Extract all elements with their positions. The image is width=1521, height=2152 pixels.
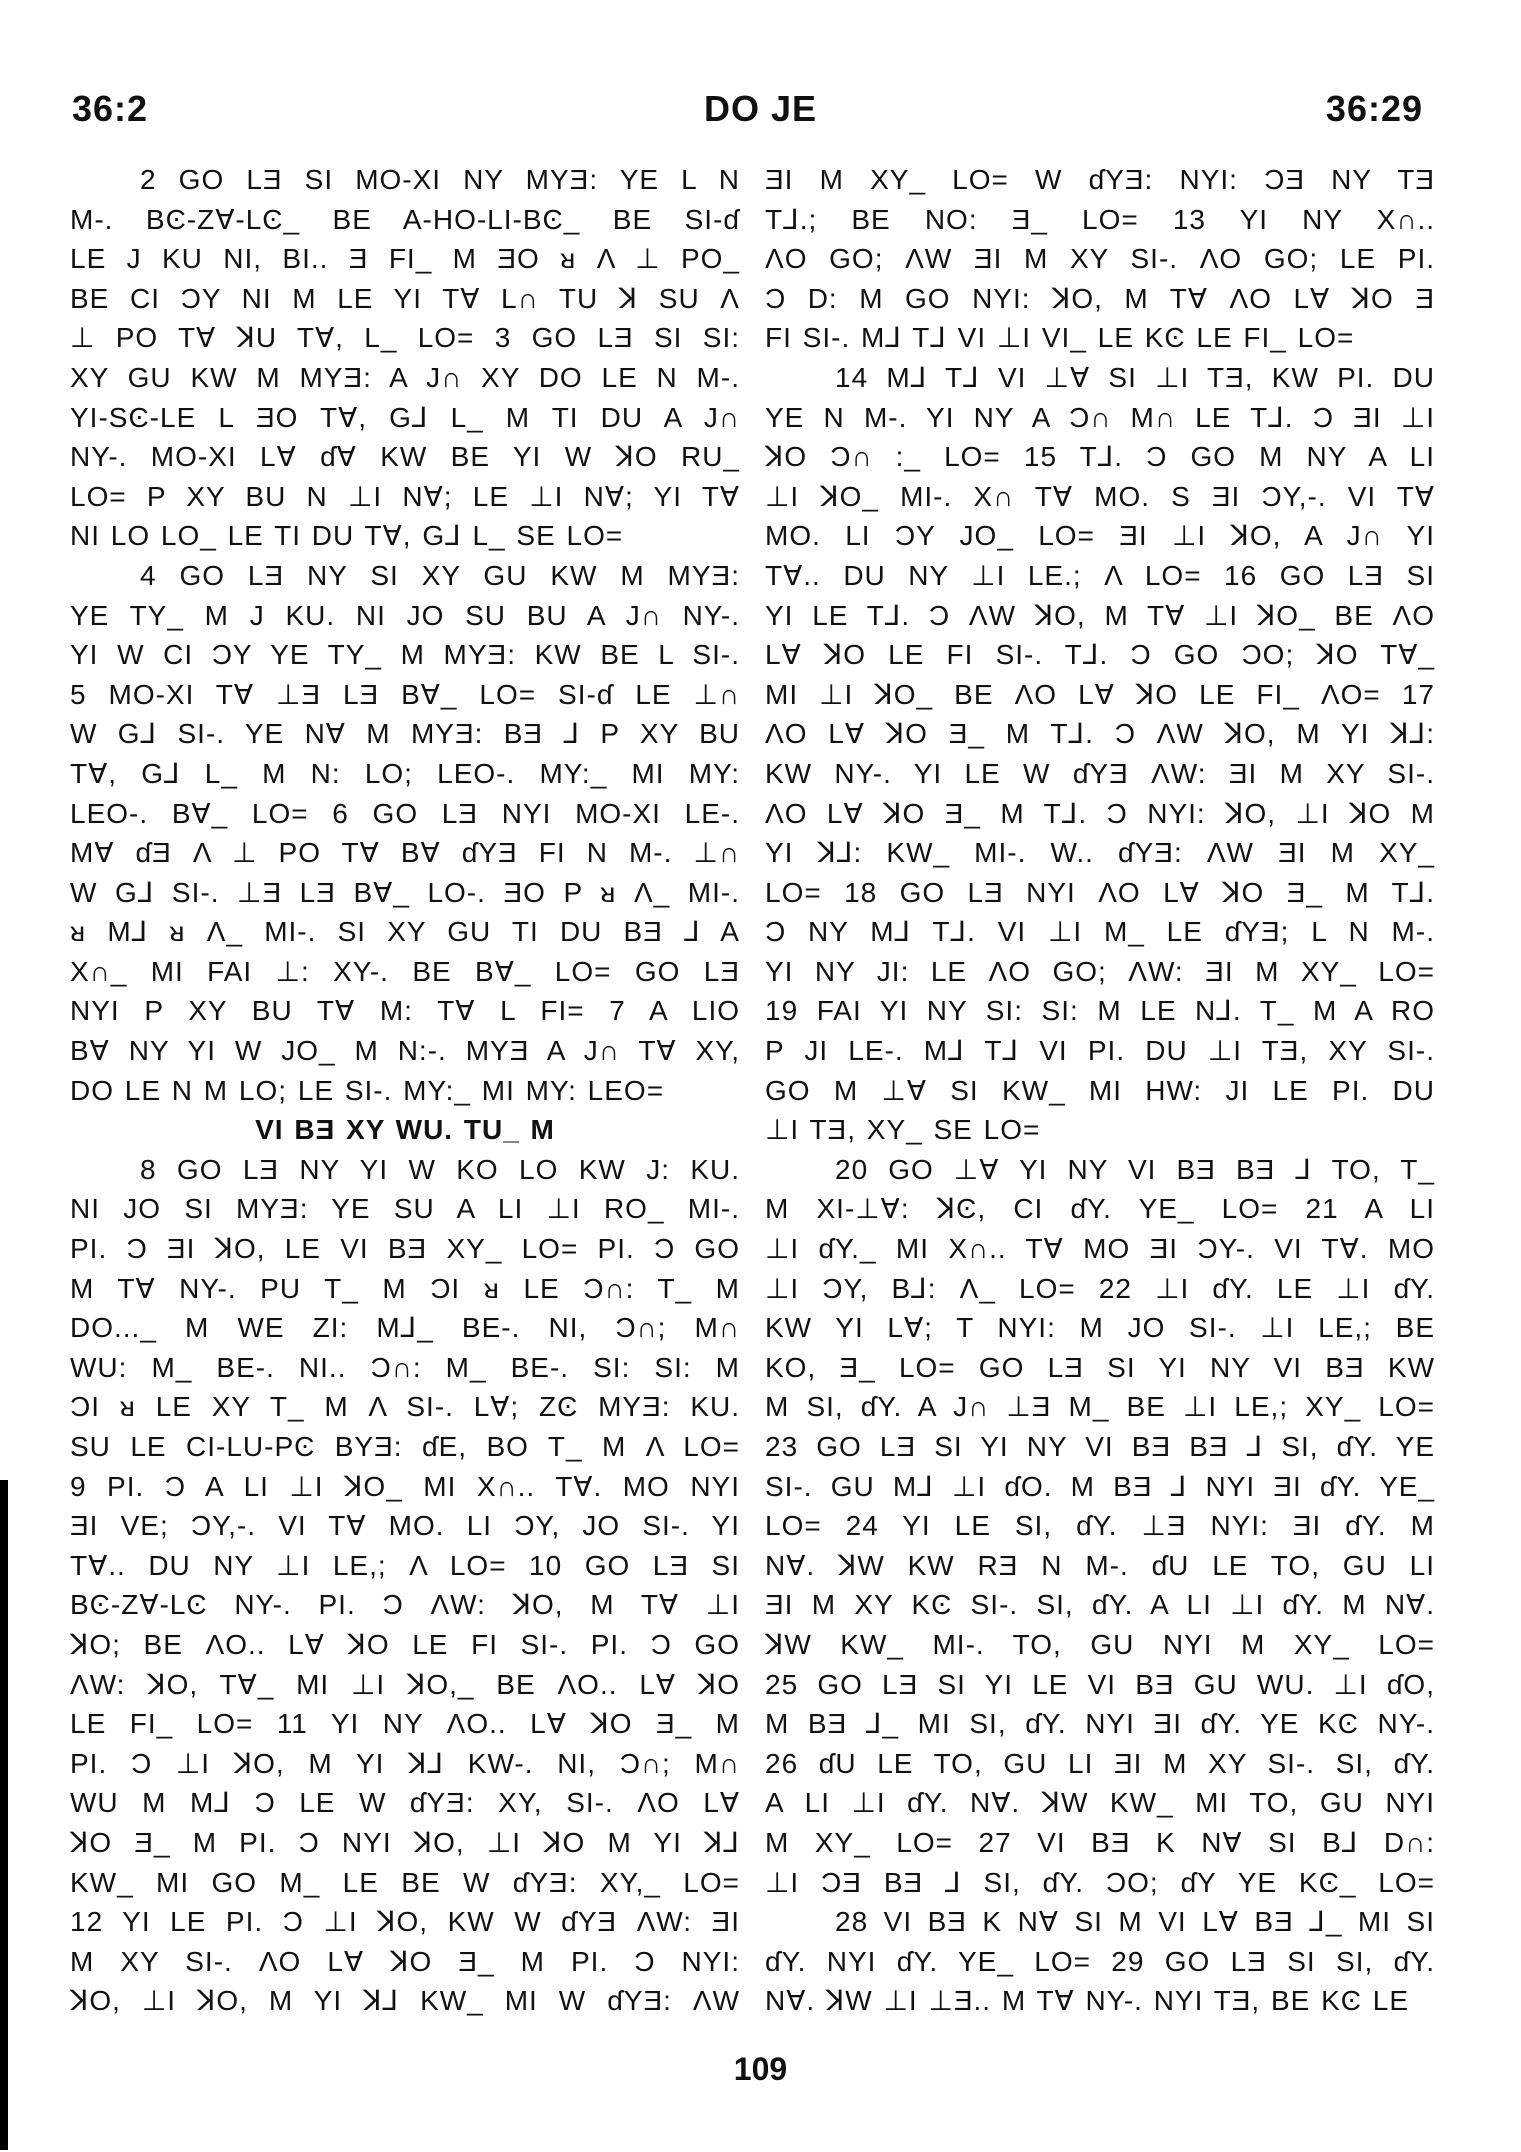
text-line: YE TY_ M J KU. NI JO SU BU A J∩ NY-. [70,599,740,631]
text-line: GO M ⊥Ɐ SI KW_ MI HW: JI LE PI. DU [765,1074,1435,1106]
text-line: 20 GO ⊥Ɐ YI NY VI BƎ BƎ ⅃ TO, T_ [835,1153,1435,1185]
text-line: ꓘO; BE ΛO.. LⱯ ꓘO LE FI SI-. PI. Ɔ GO [70,1628,740,1660]
text-line: M TⱯ NY-. PU T_ M ƆI ᴚ LE Ɔ∩: T_ M [70,1272,740,1304]
text-line: ꓘW KW_ MI-. TO, GU NYI M XY_ LO= [765,1628,1435,1660]
text-line: PI. Ɔ ⊥I ꓘO, M YI ꓘ⅃ KW-. NI, Ɔ∩; M∩ [70,1747,740,1779]
text-line: 23 GO LƎ SI YI NY VI BƎ BƎ ⅃ SI, ɗY. YE [765,1431,1435,1462]
text-line: 4 GO LƎ NY SI XY GU KW M MYƎ: [140,559,740,591]
text-line: LO= 18 GO LƎ NYI ΛO LⱯ ꓘO Ǝ_ M T⅃. [765,876,1435,908]
text-line: NI LO LO_ LE TI DU TⱯ, G⅃ L_ SE LO= [70,520,624,552]
text-line: ⊥I ƆƎ BƎ ⅃ SI, ɗY. ƆO; ɗY YE KϾ_ LO= [765,1866,1435,1898]
text-line: 26 ɗU LE TO, GU LI ƎI M XY SI-. SI, ɗY. [765,1747,1435,1779]
text-line: ƎI M XY KϾ SI-. SI, ɗY. A LI ⊥I ɗY. M NⱯ. [765,1589,1435,1621]
text-line: SI-. GU M⅃ ⊥I ɗO. M BƎ ⅃ NYI ƎI ɗY. YE_ [765,1470,1435,1502]
text-line: 19 FAI YI NY SI: SI: M LE N⅃. T_ M A RO [765,995,1435,1027]
text-line: NY-. MO-XI LⱯ ɗⱯ KW BE YI W ꓘO RU_ [70,441,740,473]
text-line: M SI, ɗY. A J∩ ⊥Ǝ M_ BE ⊥I LE,; XY_ LO= [765,1391,1435,1423]
text-line: YI LE T⅃. Ɔ ΛW ꓘO, M TⱯ ⊥I ꓘO_ BE ΛO [765,599,1435,631]
text-line: MI ⊥I ꓘO_ BE ΛO LⱯ ꓘO LE FI_ ΛO= 17 [765,678,1435,710]
text-line: ꓘO, ⊥I ꓘO, M YI ꓘ⅃ KW_ MI W ɗYƎ: ΛW [70,1985,740,2017]
text-line: ΛO LⱯ ꓘO Ǝ_ M T⅃. Ɔ ΛW ꓘO, M YI ꓘ⅃: [765,718,1435,750]
text-line: LO= 24 YI LE SI, ɗY. ⊥Ǝ NYI: ƎI ɗY. M [765,1510,1435,1542]
left-column [70,160,740,2021]
book-title: DO JE [703,88,818,129]
text-line: 9 PI. Ɔ A LI ⊥I ꓘO_ MI X∩.. TⱯ. MO NYI [70,1470,740,1502]
text-line: 2 GO LƎ SI MO-XI NY MYƎ: YE L N [140,164,740,195]
text-line: 5 MO-XI TⱯ ⊥Ǝ LƎ BⱯ_ LO= SI-ɗ LE ⊥∩ [70,678,740,710]
right-column [765,160,1435,2021]
text-line: 28 VI BƎ K NⱯ SI M VI LⱯ BƎ ⅃_ MI SI [835,1906,1435,1938]
text-line: ⊥I ƆY, B⅃: Λ_ LO= 22 ⊥I ɗY. LE ⊥I ɗY. [765,1272,1435,1304]
text-line: X∩_ MI FAI ⊥: XY-. BE BⱯ_ LO= GO LƎ [70,955,740,987]
text-line: LEO-. BⱯ_ LO= 6 GO LƎ NYI MO-XI LE-. [70,797,740,829]
text-line: XY GU KW M MYƎ: A J∩ XY DO LE N M-. [70,361,740,393]
text-line: ɗY. NYI ɗY. YE_ LO= 29 GO LƎ SI SI, ɗY. [765,1945,1435,1977]
text-line: KW YI LⱯ; T NYI: M JO SI-. ⊥I LE,; BE [765,1312,1435,1344]
text-line: LE J KU NI, BI.. Ǝ FI_ M ƎO ᴚ Λ ⊥ PO_ [70,243,740,275]
text-line: LO= P XY BU N ⊥I NⱯ; LE ⊥I NⱯ; YI TⱯ [70,480,740,512]
text-line: W G⅃ SI-. ⊥Ǝ LƎ BⱯ_ LO-. ƎO P ᴚ Λ_ MI-. [70,876,740,908]
text-line: ⊥I TƎ, XY_ SE LO= [765,1114,1041,1146]
text-line: KO, Ǝ_ LO= GO LƎ SI YI NY VI BƎ KW [765,1351,1435,1383]
text-line: ⊥I ꓘO_ MI-. X∩ TⱯ MO. S ƎI ƆY,-. VI TⱯ [765,480,1435,512]
text-line: P JI LE-. M⅃ T⅃ VI PI. DU ⊥I TƎ, XY SI-. [765,1035,1435,1067]
text-line: 14 M⅃ T⅃ VI ⊥Ɐ SI ⊥I TƎ, KW PI. DU [835,361,1435,393]
scan-margin-bar [0,1480,8,2150]
text-line: DO LE N M LO; LE SI-. MY:_ MI MY: LEO= [70,1074,665,1106]
text-line: ƆI ᴚ LE XY T_ M Λ SI-. LⱯ; ZϾ MYƎ: KU. [70,1391,740,1423]
text-line: A LI ⊥I ɗY. NⱯ. ꓘW KW_ MI TO, GU NYI [765,1787,1435,1819]
text-line: SU LE CI-LU-PϾ BYƎ: ɗE, BO T_ M Λ LO= [70,1431,740,1462]
text-line: YI NY JI: LE ΛO GO; ΛW: ƎI M XY_ LO= [765,955,1435,987]
text-line: NⱯ. ꓘW KW RƎ N M-. ɗU LE TO, GU LI [765,1549,1435,1581]
text-line: 8 GO LƎ NY YI W KO LO KW J: KU. [140,1153,740,1185]
text-line: BⱯ NY YI W JO_ M N:-. MYƎ A J∩ TⱯ XY, [70,1035,740,1067]
text-line: ꓘO Ɔ∩ :_ LO= 15 T⅃. Ɔ GO M NY A LI [765,441,1435,473]
text-line: FI SI-. M⅃ T⅃ VI ⊥I VI_ LE KϾ LE FI_ LO= [765,322,1355,354]
text-line: Ɔ NY M⅃ T⅃. VI ⊥I M_ LE ɗYƎ; L N M-. [765,916,1435,948]
text-line: PI. Ɔ ƎI ꓘO, LE VI BƎ XY_ LO= PI. Ɔ GO [70,1233,740,1265]
running-head-right: 36:29 [1325,88,1423,129]
text-line: NYI P XY BU TⱯ M: TⱯ L FI= 7 A LIO [70,995,740,1027]
text-line: W G⅃ SI-. YE NⱯ M MYƎ: BƎ ⅃ P XY BU [70,718,740,750]
text-line: YI W CI ƆY YE TY_ M MYƎ: KW BE L SI-. [70,639,740,671]
text-line: ƎI VE; ƆY,-. VI TⱯ MO. LI ƆY, JO SI-. YI [70,1510,740,1542]
text-line: 12 YI LE PI. Ɔ ⊥I ꓘO, KW W ɗYƎ ΛW: ƎI [70,1906,740,1938]
text-line: BϾ-ZⱯ-LϾ NY-. PI. Ɔ ΛW: ꓘO, M TⱯ ⊥I [70,1589,740,1621]
text-line: ƎI M XY_ LO= W ɗYƎ: NYI: ƆƎ NY TƎ [765,164,1435,195]
text-line: T⅃.; BE NO: Ǝ_ LO= 13 YI NY X∩.. [765,203,1435,235]
text-line: ⊥I ɗY._ MI X∩.. TⱯ MO ƎI ƆY-. VI TⱯ. MO [765,1233,1435,1265]
text-line: LⱯ ꓘO LE FI SI-. T⅃. Ɔ GO ƆO; ꓘO TⱯ_ [765,639,1435,671]
text-line: TⱯ.. DU NY ⊥I LE,; Λ LO= 10 GO LƎ SI [70,1549,740,1581]
running-head-left: 36:2 [72,88,149,129]
text-line: KW_ MI GO M_ LE BE W ɗYƎ: XY,_ LO= [70,1866,740,1898]
text-line: YI ꓘ⅃: KW_ MI-. W.. ɗYƎ: ΛW ƎI M XY_ [765,837,1435,869]
text-line: Ɔ D: M GO NYI: ꓘO, M TⱯ ΛO LⱯ ꓘO Ǝ [765,282,1435,314]
text-line: YE N M-. YI NY A Ɔ∩ M∩ LE T⅃. Ɔ ƎI ⊥I [765,401,1435,433]
text-line: KW NY-. YI LE W ɗYƎ ΛW: ƎI M XY SI-. [765,757,1435,789]
text-line: ΛW: ꓘO, TⱯ_ MI ⊥I ꓘO,_ BE ΛO.. LⱯ ꓘO [70,1668,740,1700]
text-line: ΛO LⱯ ꓘO Ǝ_ M T⅃. Ɔ NYI: ꓘO, ⊥I ꓘO M [765,797,1435,829]
text-line: M BƎ ⅃_ MI SI, ɗY. NYI ƎI ɗY. YE KϾ NY-. [765,1708,1435,1740]
text-line: ꓘO Ǝ_ M PI. Ɔ NYI ꓘO, ⊥I ꓘO M YI ꓘ⅃ [70,1826,740,1858]
text-line: YI-SϾ-LE L ƎO TⱯ, G⅃ L_ M TI DU A J∩ [70,401,740,433]
text-line: NI JO SI MYƎ: YE SU A LI ⊥I RO_ MI-. [70,1193,740,1225]
text-line: M XY SI-. ΛO LⱯ ꓘO Ǝ_ M PI. Ɔ NYI: [70,1945,740,1977]
text-line: TⱯ, G⅃ L_ M N: LO; LEO-. MY:_ MI MY: [70,757,740,789]
text-line: M-. BϾ-ZⱯ-LϾ_ BE A-HO-LI-BϾ_ BE SI-ɗ [70,203,740,235]
text-line: TⱯ.. DU NY ⊥I LE.; Λ LO= 16 GO LƎ SI [765,559,1435,591]
text-line: MⱯ ɗƎ Λ ⊥ PO TⱯ BⱯ ɗYƎ FI N M-. ⊥∩ [70,837,740,869]
text-line: ⊥ PO TⱯ ꓘU TⱯ, L_ LO= 3 GO LƎ SI SI: [70,322,740,354]
text-line: WU M M⅃ Ɔ LE W ɗYƎ: XY, SI-. ΛO LⱯ [70,1787,740,1819]
page-number: 109 [733,2051,788,2087]
text-line: NⱯ. ꓘW ⊥I ⊥Ǝ.. M TⱯ NY-. NYI TƎ, BE KϾ LE [765,1985,1410,2017]
text-line: ΛO GO; ΛW ƎI M XY SI-. ΛO GO; LE PI. [765,243,1435,275]
text-line: M XI-⊥Ɐ: ꓘϾ, CI ɗY. YE_ LO= 21 A LI [765,1193,1435,1225]
text-line: LE FI_ LO= 11 YI NY ΛO.. LⱯ ꓘO Ǝ_ M [70,1708,740,1740]
text-line: MO. LI ƆY JO_ LO= ƎI ⊥I ꓘO, A J∩ YI [765,520,1435,552]
section-heading: VI BƎ XY WU. TU_ M [255,1114,555,1146]
text-line: 25 GO LƎ SI YI LE VI BƎ GU WU. ⊥I ɗO, [765,1668,1435,1700]
text-line: DO..._ M WE ZI: M⅃_ BE-. NI, Ɔ∩; M∩ [70,1312,740,1344]
text-line: BE CI ƆY NI M LE YI TⱯ L∩ TU ꓘ SU Λ [70,282,740,314]
text-line: WU: M_ BE-. NI.. Ɔ∩: M_ BE-. SI: SI: M [70,1351,740,1383]
text-line: ᴚ M⅃ ᴚ Λ_ MI-. SI XY GU TI DU BƎ ⅃ A [70,916,740,948]
text-line: M XY_ LO= 27 VI BƎ K NⱯ SI B⅃ D∩: [765,1826,1435,1858]
